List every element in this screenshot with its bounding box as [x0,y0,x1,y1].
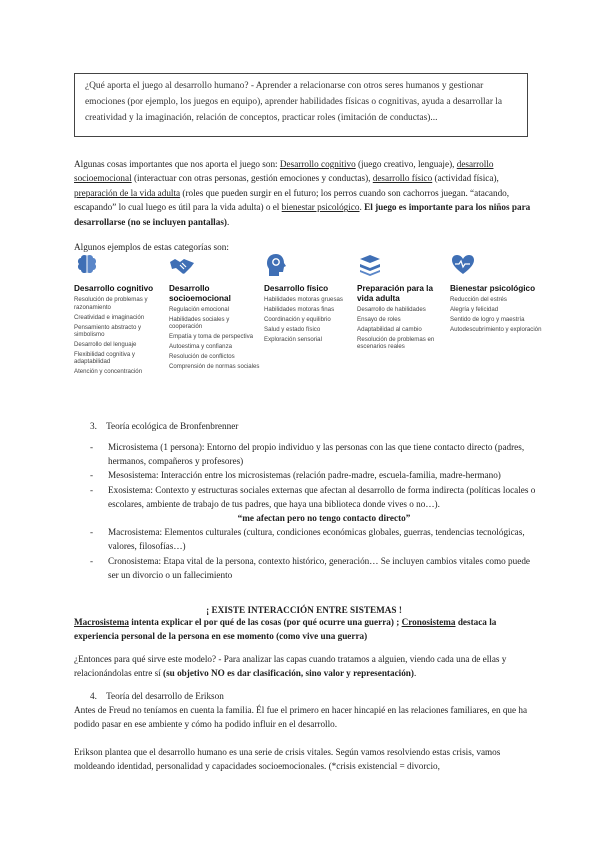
systems-list [90,440,540,582]
category-item: Sentido de logro y maestría [450,316,525,324]
macrosistema-label: Macrosistema [74,617,129,627]
heart-icon [450,252,542,278]
intro-text-1: Algunas cosas importantes que nos aporta el juego son: [74,159,280,169]
interaction-text-2: destaca la experiencia personal de la persona en ese momento (como vive una guerra) [74,617,497,641]
category-title: Preparación para la vida adulta [357,284,433,303]
list-item: - Macrosistema: Elementos culturales (cultura, condiciones económicas globales, guerras, tendencias tecnológicas, valores, filosofías…) [90,527,525,552]
system-text: : Elementos culturales (cultura, condiciones económicas globales, guerras, tendencias tecnológicas, valores, filosofías…) [108,527,525,552]
question-text: ¿Qué aporta el juego al desarrollo humano? - Aprender a relacionarse con otros seres humanos y gestionar emociones (por ejemplo, los juegos en equipo), aprender habilidades físicas o cognitivas, ayuda a desarrollar la creatividad y la imaginación, relación de conceptos, practicar roles (imitación de conductas)... [85,81,503,123]
category-socioemocional [169,252,261,371]
category-vida-adulta [357,252,449,351]
category-fisico [264,252,356,344]
system-name: Mesosistema [108,470,156,481]
category-item: Habilidades motoras finas [264,306,335,314]
category-item: Coordinación y equilibrio [264,316,331,324]
category-item: Flexibilidad cognitiva y adaptabilidad [74,351,135,366]
category-item: Autodescubrimiento y exploración [450,326,542,334]
category-title: Bienestar psicológico [450,284,536,293]
intro-text-5: (roles que pueden surgir en el futuro; los perros cuando son cachorros juegan. “atacando, escapando” lo cual luego es útil para la vida adulta) o el [74,187,510,213]
category-item: Comprensión de normas sociales [169,363,260,371]
cronosistema-label: Cronosistema [401,617,456,627]
section-title: Teoría ecológica de Bronfenbrenner [106,421,239,431]
category-item: Alegría y felicidad [450,306,499,314]
list-item: - Microsistema (1 persona): Entorno del propio individuo y las personas con las que tiene contacto directo (padres, hermanos, compañeros y profesores) [90,442,525,467]
section-number: 3. [90,421,97,431]
erikson-paragraph-2: Erikson plantea que el desarrollo humano es una serie de crisis vitales. Según vamos resolviendo estas crisis, vamos moldeando identidad, personalidad y capacidades socioemocionales. (*crisis existencial = divorcio, [74,747,501,772]
list-item: - Cronosistema: Etapa vital de la persona, contexto histórico, generación… Se incluyen cambios vitales como puede ser un divorcio o un fallecimiento [90,555,530,580]
system-text: : Entorno del propio individuo y las personas con las que tiene contacto directo (padres, hermanos, compañeros y profesores) [108,442,525,467]
system-text: : Interacción entre los microsistemas (relación padre-madre, escuela-familia, madre-hermano) [155,470,501,481]
stack-icon [357,252,449,278]
handshake-icon [169,252,261,278]
intro-text-4: (actividad física), [432,173,499,184]
section-title: Teoría del desarrollo de Erikson [106,691,224,701]
system-text: : Etapa vital de la persona, contexto histórico, generación… Se incluyen cambios vitales como puede ser un divorcio o un fallecimiento [108,555,530,580]
category-title: Desarrollo cognitivo [74,284,154,293]
category-item: Atención y concentración [74,368,143,376]
link-desarrollo-fisico: desarrollo físico [372,173,433,184]
interaction-title: ¡ EXISTE INTERACCIÓN ENTRE SISTEMAS ! [206,605,402,615]
link-desarrollo-socioemocional: desarrollo socioemocional [74,159,494,184]
question-box [74,73,528,137]
system-note: “me afectan pero no tengo contacto directo” [237,513,411,524]
category-item: Desarrollo del lenguaje [74,341,137,348]
section-4-heading [90,689,224,703]
category-title: Desarrollo socioemocional [169,284,231,303]
intro-end: . [226,216,230,227]
category-item: Habilidades sociales y cooperación [169,315,230,331]
model-text: ¿Entonces para qué sirve este modelo? - Para analizar las capas cuando tratamos a alguien, viendo cada una de ellas y relacionándolas entre sí [74,654,507,679]
category-cognitivo [74,252,166,376]
link-vida-adulta: preparación de la vida adulta [74,187,181,198]
category-item: Regulación emocional [169,305,229,313]
examples-title: Algunos ejemplos de estas categorías son: [74,242,229,252]
link-desarrollo-cognitivo: Desarrollo cognitivo [279,159,356,169]
system-name: Macrosistema [108,527,160,538]
category-item: Pensamiento abstracto y simbolismo [74,323,142,338]
system-name: Cronosistema [108,555,159,566]
category-item: Ensayo de roles [357,315,401,323]
category-item: Habilidades motoras gruesas [264,296,343,304]
category-item: Resolución de conflictos [169,353,235,361]
system-name: Microsistema (1 persona) [108,442,202,452]
category-item: Autoestima y confianza [169,343,233,351]
category-bienestar [450,252,542,334]
list-item: - Mesosistema: Interacción entre los microsistemas (relación padre-madre, escuela-familia, madre-hermano) [90,470,501,481]
category-item: Resolución de problemas en escenarios reales [357,335,435,351]
intro-text-2: (juego creativo, lenguaje), [355,159,457,169]
model-paragraph [74,652,534,681]
head-gear-icon [264,252,356,278]
interaction-paragraph [74,616,534,643]
erikson-paragraph-1: Antes de Freud no teníamos en cuenta la familia. Él fue el primero en hacer hincapié en las relaciones familiares, en que ha podido pasar en ese ambiente y cómo ha podido influir en el desarrollo. [74,705,528,730]
category-item: Exploración sensorial [264,336,322,344]
section-number: 4. [90,691,97,701]
intro-bold: El juego es importante para los niños para desarrollarse (no se incluyen pantallas) [74,202,531,227]
system-name: Exosistema [108,484,151,495]
category-item: Empatía y toma de perspectiva [169,333,254,341]
category-title: Desarrollo físico [264,284,329,293]
section-3-heading [90,419,238,433]
category-item: Desarrollo de habilidades [357,305,426,313]
category-item: Resolución de problemas y razonamiento [74,296,148,311]
intro-text-3: (interactuar con otras personas, gestión emociones y conductas), [131,173,373,184]
brain-icon [74,252,166,278]
interaction-text-1: intenta explicar el por qué de las cosas (por qué ocurre una guerra) ; [128,617,402,627]
list-item: - Exosistema: Contexto y estructuras sociales externas que afectan al desarrollo de forma indirecta (políticas locales o escolares, ambiente de trabajo de tus padres, que haya una biblioteca donde vives o no…). “me afectan pero no tengo contacto directo” [90,483,540,526]
model-end: . [413,668,417,679]
category-item: Adaptabilidad al cambio [357,325,422,333]
category-item: Salud y estado físico [264,326,321,334]
category-item: Reducción del estrés [450,296,507,304]
model-bold: (su objetivo NO es dar clasificación, sino valor y representación) [163,668,414,679]
link-bienestar: bienestar psicológico [281,202,360,213]
intro-paragraph [74,157,534,229]
intro-text-6: . [359,202,365,213]
categories-grid [74,252,544,407]
category-item: Creatividad e imaginación [74,313,145,321]
system-text: : Contexto y estructuras sociales externas que afectan al desarrollo de forma indirecta (políticas locales o escolares, ambiente de trabajo de tus padres, que haya una biblioteca donde vives o no…). [108,484,536,509]
